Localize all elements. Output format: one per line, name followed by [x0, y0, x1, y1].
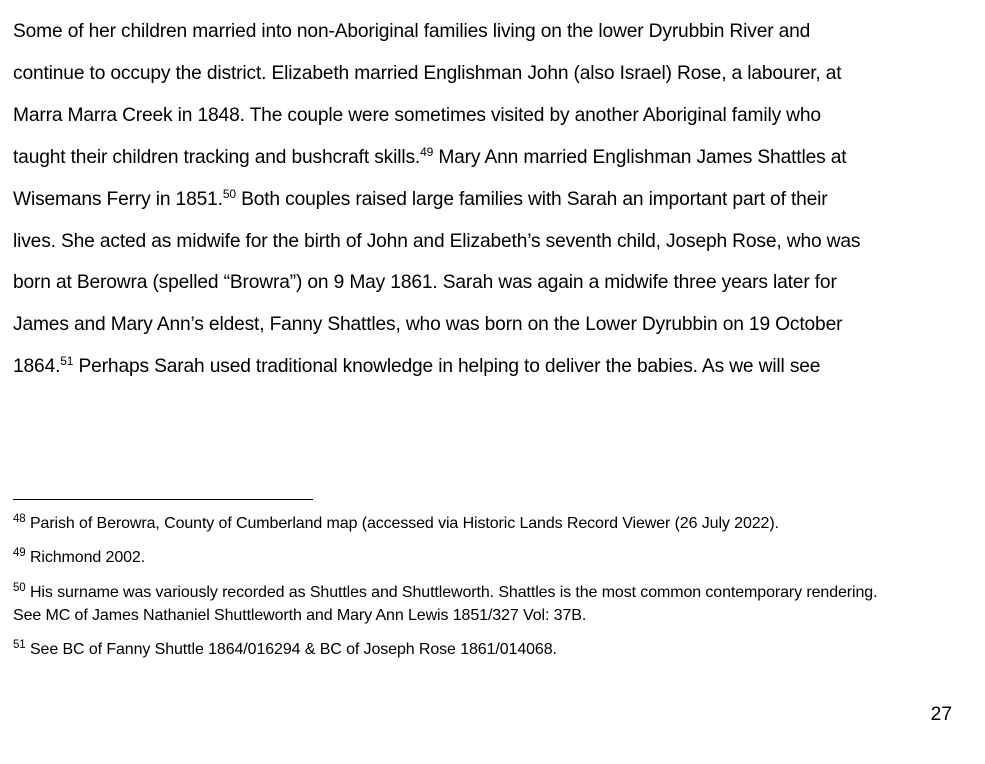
body-line: continue to occupy the district. Elizabeth married Englishman John (also Israel) Rose, a labourer, at	[13, 62, 842, 84]
footnote-number: 51	[13, 639, 26, 651]
page-number: 27	[930, 704, 952, 725]
footnote-text: Richmond 2002.	[29, 549, 146, 566]
body-line: born at Berowra (spelled “Browra”) on 9 May 1861. Sarah was again a midwife three years later for	[13, 272, 837, 294]
footnote-text-continued: See MC of James Nathaniel Shuttleworth and Mary Ann Lewis 1851/327 Vol: 37B.	[13, 607, 587, 624]
body-line: 1864.51 Perhaps Sarah used traditional knowledge in helping to deliver the babies. As we will see	[13, 354, 821, 378]
footnote-ref-51[interactable]: 51	[60, 354, 74, 369]
footnote-text: Parish of Berowra, County of Cumberland map (accessed via Historic Lands Record Viewer (26 July 2022).	[29, 515, 779, 532]
footnote-51	[13, 638, 557, 661]
footnote-number: 50	[13, 582, 26, 594]
body-line: James and Mary Ann’s eldest, Fanny Shattles, who was born on the Lower Dyrubbin on 19 October	[13, 314, 843, 336]
footnote-text: His surname was variously recorded as Shuttles and Shuttleworth. Shattles is the most common contemporary rendering.	[29, 584, 878, 601]
body-line: Marra Marra Creek in 1848. The couple were sometimes visited by another Aboriginal family who	[13, 104, 821, 126]
footnote-number: 48	[13, 513, 26, 525]
body-line: Some of her children married into non-Aboriginal families living on the lower Dyrubbin River and	[13, 21, 811, 42]
body-line: lives. She acted as midwife for the birth of John and Elizabeth’s seventh child, Joseph Rose, who was	[13, 230, 861, 252]
body-line: taught their children tracking and bushcraft skills.$^{49}$ Mary Ann married Englishman James Shattles at	[13, 144, 847, 168]
footnote-ref-50[interactable]: 50	[222, 186, 236, 201]
footnote-ref-49[interactable]: 49	[420, 144, 434, 159]
footnote-48	[13, 512, 779, 535]
footnote-number: 49	[13, 547, 26, 559]
footnote-50	[13, 581, 877, 627]
footnote-49	[13, 546, 145, 569]
body-paragraph	[13, 11, 973, 388]
footnote-text: See BC of Fanny Shuttle 1864/016294 & BC of Joseph Rose 1861/014068.	[29, 641, 557, 658]
body-line: Wisemans Ferry in 1851.50 Both couples raised large families with Sarah an important part of their	[13, 186, 828, 210]
footnote-separator	[13, 499, 313, 500]
